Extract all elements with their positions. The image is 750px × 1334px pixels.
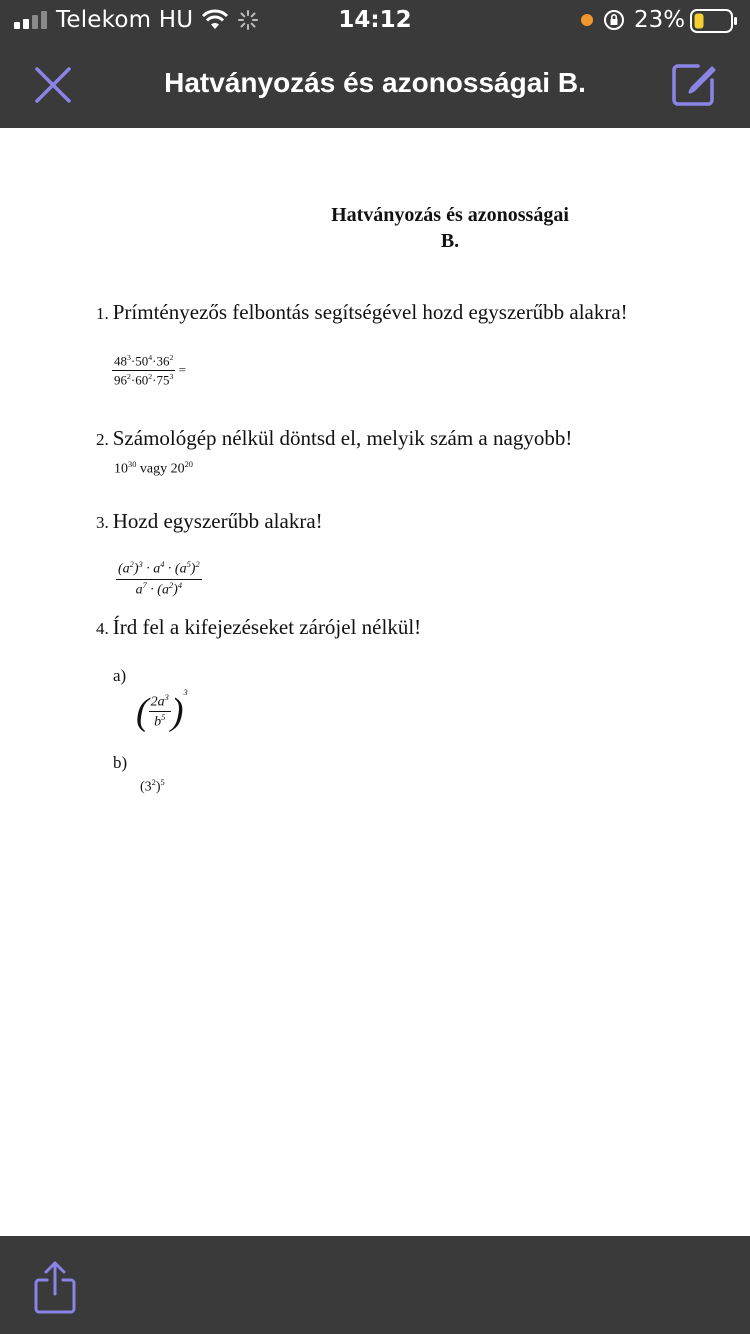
- question-4: [96, 615, 421, 640]
- sub-question-a-label: a): [113, 666, 127, 685]
- question-2: [96, 426, 572, 451]
- question-number: 1.: [96, 304, 109, 323]
- close-button[interactable]: [28, 60, 78, 110]
- document-title-line1: Hatványozás és azonosságai: [331, 204, 569, 226]
- page-title: Hatványozás és azonosságai B.: [164, 67, 586, 98]
- question-1: [96, 300, 628, 325]
- q4a-expression: ( $\frac{2a^3}{b^5}$ )$^3$: [136, 688, 188, 733]
- share-button[interactable]: [32, 1260, 78, 1316]
- question-number: 4.: [96, 619, 109, 638]
- q3-expression: $\frac{(a^2)^3 \cdot a^4 \cdot (a^5)^2}{a^7 \cdot (a^2)^4}$: [118, 560, 200, 598]
- battery-icon: [690, 9, 738, 33]
- close-icon: [28, 60, 78, 110]
- question-number: 2.: [96, 430, 109, 449]
- compose-icon: [668, 58, 720, 110]
- sub-question-b-label: b): [113, 753, 128, 772]
- question-text: Számológép nélkül döntsd el, melyik szám a nagyobb!: [112, 426, 573, 450]
- status-bar: [0, 0, 750, 40]
- q4b-expression: $(3^2)^5$: [140, 778, 165, 795]
- document-title-line2: B.: [440, 230, 460, 252]
- q2-word: vagy: [139, 461, 168, 477]
- bottom-toolbar: [0, 1236, 750, 1334]
- orientation-lock-icon: [603, 9, 625, 31]
- share-icon: [32, 1260, 78, 1316]
- question-text: Prímtényezős felbontás segítségével hozd egyszerűbb alakra!: [112, 300, 628, 324]
- navigation-bar: [0, 40, 750, 128]
- document-title: [250, 202, 650, 254]
- q1-expression: $\frac{48^3\cdot 50^4\cdot 36^2}{96^2\cdot 60^2\cdot 75^3}$ =: [114, 353, 186, 388]
- markup-edit-button[interactable]: [668, 58, 720, 110]
- question-text: Hozd egyszerűbb alakra!: [112, 509, 323, 533]
- battery-percent: 23%: [634, 7, 686, 33]
- question-3: [96, 509, 323, 534]
- document-page[interactable]: [0, 128, 750, 1236]
- status-time: 14:12: [338, 7, 412, 33]
- carrier-name: Telekom HU: [56, 7, 194, 33]
- question-text: Írd fel a kifejezéseket zárójel nélkül!: [112, 615, 422, 639]
- recording-dot-icon: [581, 14, 593, 26]
- question-number: 3.: [96, 513, 109, 532]
- q2-expression: $10^{30}$ vagy $20^{20}$: [114, 460, 193, 477]
